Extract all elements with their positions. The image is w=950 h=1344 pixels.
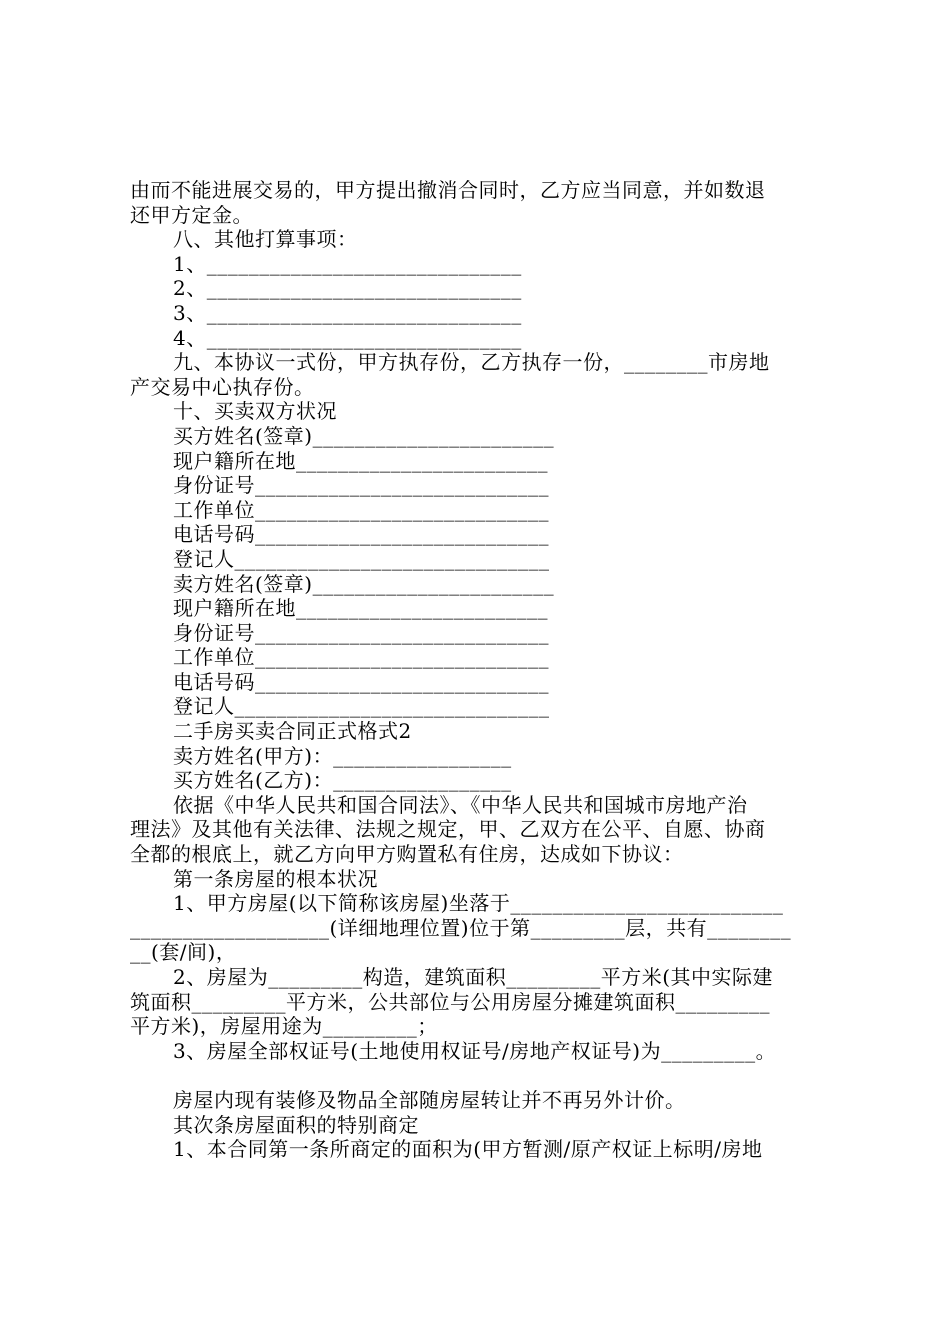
text-line: __(套/间)， [130, 940, 237, 965]
text-line: 现户籍所在地________________________ [173, 448, 548, 473]
text-line: 理法》及其他有关法律、法规之规定，甲、乙双方在公平、自愿、协商 [130, 817, 766, 842]
text-line: 十、买卖双方状况 [173, 399, 337, 424]
text-line: 由而不能进展交易的，甲方提出撤消合同时，乙方应当同意，并如数退 [130, 178, 766, 202]
text-line: 八、其他打算事项： [173, 227, 358, 252]
text-line: 1、甲方房屋(以下简称该房屋)坐落于__________________________ [173, 891, 784, 916]
text-line: 1、本合同第一条所商定的面积为(甲方暂测/原产权证上标明/房地 [173, 1137, 763, 1162]
text-line: 全都的根底上，就乙方向甲方购置私有住房，达成如下协议： [130, 842, 684, 867]
text-line: ___________________(详细地理位置)位于第_________层，共有________ [130, 915, 792, 940]
text-line: 身份证号____________________________ [173, 473, 549, 498]
text-line: 产交易中心执存份。 [130, 374, 315, 399]
text-line: 电话号码____________________________ [173, 669, 549, 694]
text-line: 第一条房屋的根本状况 [173, 866, 378, 891]
text-line: 九、本协议一式份，甲方执存份，乙方执存一份，________市房地 [173, 350, 770, 375]
text-line: 登记人______________________________ [173, 546, 550, 571]
text-line: 1、______________________________ [173, 251, 522, 276]
text-line [130, 1063, 832, 1088]
text-line: 现户籍所在地________________________ [173, 596, 548, 621]
text-line: 4、______________________________ [173, 325, 522, 350]
text-line: 工作单位____________________________ [173, 497, 549, 522]
text-line: 3、房屋全部权证号(土地使用权证号/房地产权证号)为_________。 [173, 1038, 777, 1063]
text-line: 电话号码____________________________ [173, 522, 549, 547]
text-line: 卖方姓名(签章)_______________________ [173, 571, 555, 596]
text-line: 卖方姓名(甲方)：_________________ [173, 743, 512, 768]
text-line: 依据《中华人民共和国合同法》、《中华人民共和国城市房地产治 [173, 792, 748, 817]
text-line: 2、______________________________ [173, 276, 522, 301]
text-line: 平方米)，房屋用途为_________； [130, 1014, 438, 1039]
text-line: 工作单位____________________________ [173, 645, 549, 670]
text-line: 登记人______________________________ [173, 694, 550, 719]
text-line: 筑面积_________平方米，公共部位与公用房屋分摊建筑面积_________ [130, 989, 770, 1014]
text-line: 身份证号____________________________ [173, 620, 549, 645]
text-line: 还甲方定金。 [130, 202, 253, 227]
text-line: 买方姓名(签章)_______________________ [173, 423, 555, 448]
text-line: 房屋内现有装修及物品全部随房屋转让并不再另外计价。 [173, 1087, 686, 1112]
text-line: 2、房屋为_________构造，建筑面积_________平方米(其中实际建 [173, 965, 774, 989]
text-line: 其次条房屋面积的特别商定 [173, 1112, 419, 1137]
text-line: 3、______________________________ [173, 300, 522, 325]
text-line: 二手房买卖合同正式格式2 [173, 719, 412, 744]
document-page [130, 178, 832, 1162]
text-line: 买方姓名(乙方)：_________________ [173, 768, 512, 793]
